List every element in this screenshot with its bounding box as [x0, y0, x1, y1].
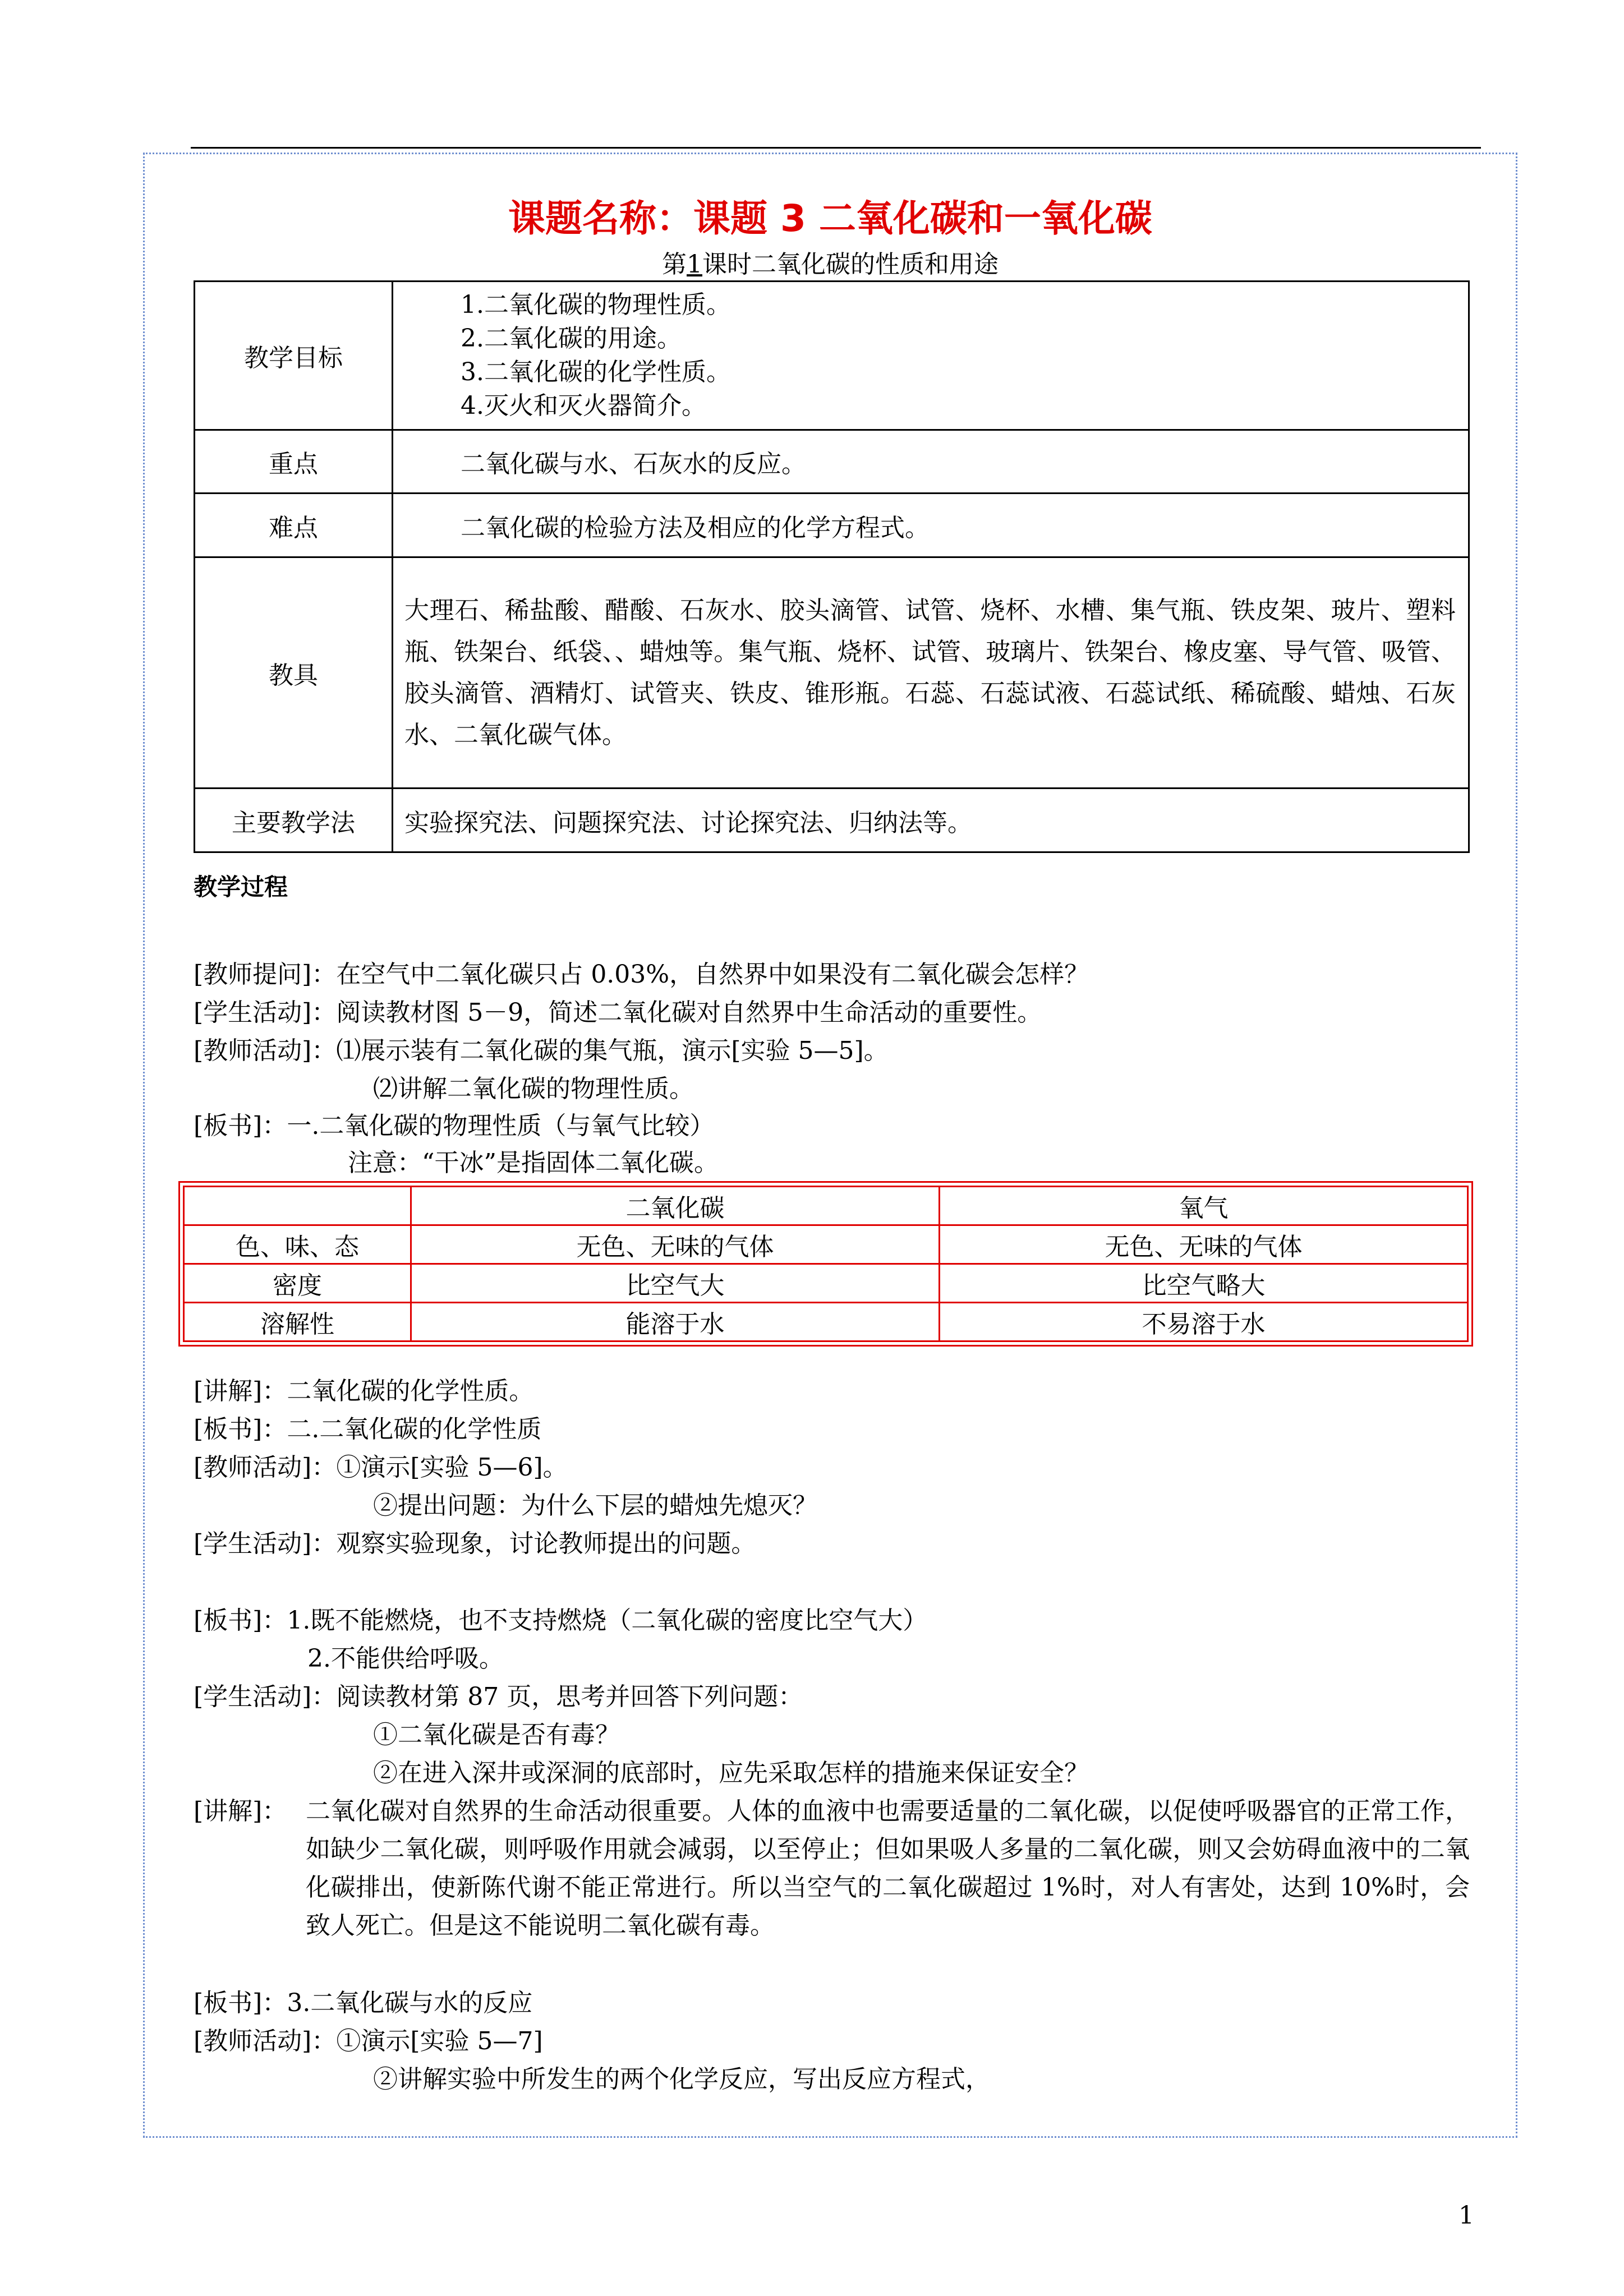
text-line: 注意：“干冰”是指固体二氧化碳。 — [348, 1149, 719, 1177]
key-label: 重点 — [195, 430, 393, 494]
difficulty-row — [195, 494, 1469, 557]
co2-o2-comparison-table — [183, 1186, 1469, 1342]
lesson-title: 课题名称：课题 3 二氧化碳和一氧化碳 — [508, 197, 1152, 240]
explain-paragraph: 二氧化碳对自然界的生命活动很重要。人体的血液中也需要适量的二氧化碳，以促使呼吸器官的正常工作，如缺少二氧化碳，则呼吸作用就会减弱，以至停止；但如果吸人多量的二氧化碳，则又会妨碍血液中的二氧化碳排出，使新陈代谢不能正常进行。所以当空气的二氧化碳超过 1%时，对人有害处，达到 10%时，会致人死亡。但是这不能说明二氧化碳有毒。 — [306, 1797, 1470, 1940]
difficulty-label: 难点 — [195, 494, 393, 557]
explain-label: [讲解]： — [194, 1797, 287, 1825]
subtitle-period-number: 1 — [687, 250, 702, 279]
header-rule — [191, 147, 1481, 149]
tools-text: 大理石、稀盐酸、醋酸、石灰水、胶头滴管、试管、烧杯、水槽、集气瓶、铁皮架、玻片、塑料瓶、铁架台、纸袋、、蜡烛等。集气瓶、烧杯、试管、玻璃片、铁架台、橡皮塞、导气管、吸管、胶头滴管、酒精灯、试管夹、铁皮、锥形瓶。石蕊、石蕊试液、石蕊试纸、稀硫酸、蜡烛、石灰水、二氧化碳气体。 — [404, 596, 1456, 749]
tools-label: 教具 — [195, 557, 393, 789]
text-line: [讲解]：二氧化碳的化学性质。 — [194, 1377, 534, 1405]
table-row — [184, 1303, 1468, 1341]
goals-label: 教学目标 — [195, 282, 393, 430]
text-line: ②在进入深井或深洞的底部时，应先采取怎样的措施来保证安全？ — [373, 1759, 1089, 1787]
table-cell: 无色、无味的气体 — [940, 1225, 1468, 1264]
text-line: [板书]：一.二氧化碳的物理性质（与氧气比较） — [194, 1112, 715, 1140]
difficulty-text: 二氧化碳的检验方法及相应的化学方程式。 — [461, 513, 930, 542]
text-line: [教师活动]：⑴展示装有二氧化碳的集气瓶，演示[实验 5—5]。 — [194, 1036, 889, 1065]
table-cell: 比空气略大 — [940, 1264, 1468, 1303]
goal-item: 3.二氧化碳的化学性质。 — [461, 358, 731, 386]
lesson-subtitle — [143, 248, 1517, 282]
text-line: [学生活动]：观察实验现象，讨论教师提出的问题。 — [194, 1529, 756, 1558]
table-row — [184, 1225, 1468, 1264]
tools-row — [195, 557, 1469, 789]
table-header-cell: 二氧化碳 — [411, 1187, 940, 1225]
text-line: [学生活动]：阅读教材图 5－9，简述二氧化碳对自然界中生命活动的重要性。 — [194, 998, 1042, 1027]
process-heading: 教学过程 — [194, 873, 288, 901]
goals-cell — [393, 282, 1469, 430]
text-line: ⑵讲解二氧化碳的物理性质。 — [373, 1075, 694, 1103]
lesson-info-table — [194, 280, 1470, 853]
key-text: 二氧化碳与水、石灰水的反应。 — [461, 450, 806, 478]
subtitle-text: 课时二氧化碳的性质和用途 — [702, 250, 999, 279]
comparison-table-frame — [178, 1181, 1473, 1347]
table-header-cell — [184, 1187, 411, 1225]
method-text: 实验探究法、问题探究法、讨论探究法、归纳法等。 — [404, 808, 972, 837]
text-line: ②讲解实验中所发生的两个化学反应，写出反应方程式， — [373, 2065, 990, 2094]
text-line: ①二氧化碳是否有毒？ — [373, 1721, 620, 1749]
goals-row — [195, 282, 1469, 430]
goal-item: 4.灭火和灭火器简介。 — [461, 391, 706, 420]
table-cell: 溶解性 — [184, 1303, 411, 1341]
goal-item: 2.二氧化碳的用途。 — [461, 324, 682, 353]
table-row — [184, 1187, 1468, 1225]
method-label: 主要教学法 — [195, 789, 393, 852]
text-line: ②提出问题：为什么下层的蜡烛先熄灭？ — [373, 1491, 817, 1520]
text-line: [学生活动]：阅读教材第 87 页，思考并回答下列问题： — [194, 1682, 803, 1711]
table-cell: 色、味、态 — [184, 1225, 411, 1264]
text-line: [教师活动]：①演示[实验 5—6]。 — [194, 1453, 568, 1482]
table-cell: 比空气大 — [411, 1264, 940, 1303]
subtitle-prefix: 第 — [662, 250, 687, 279]
method-row — [195, 789, 1469, 852]
table-row — [184, 1264, 1468, 1303]
table-cell: 不易溶于水 — [940, 1303, 1468, 1341]
text-line: [教师活动]：①演示[实验 5—7] — [194, 2027, 543, 2055]
text-line: [板书]：3.二氧化碳与水的反应 — [194, 1989, 533, 2017]
text-line: 2.不能供给呼吸。 — [307, 1644, 504, 1673]
table-cell: 密度 — [184, 1264, 411, 1303]
table-header-cell: 氧气 — [940, 1187, 1468, 1225]
table-cell: 能溶于水 — [411, 1303, 940, 1341]
goal-item: 1.二氧化碳的物理性质。 — [461, 291, 731, 319]
text-line: [板书]：二.二氧化碳的化学性质 — [194, 1415, 542, 1444]
page-number: 1 — [1459, 2201, 1474, 2230]
text-line: [板书]：1.既不能燃烧，也不支持燃烧（二氧化碳的密度比空气大） — [194, 1606, 928, 1635]
text-line: [教师提问]：在空气中二氧化碳只占 0.03%，自然界中如果没有二氧化碳会怎样？ — [194, 960, 1089, 989]
key-row — [195, 430, 1469, 494]
table-cell: 无色、无味的气体 — [411, 1225, 940, 1264]
